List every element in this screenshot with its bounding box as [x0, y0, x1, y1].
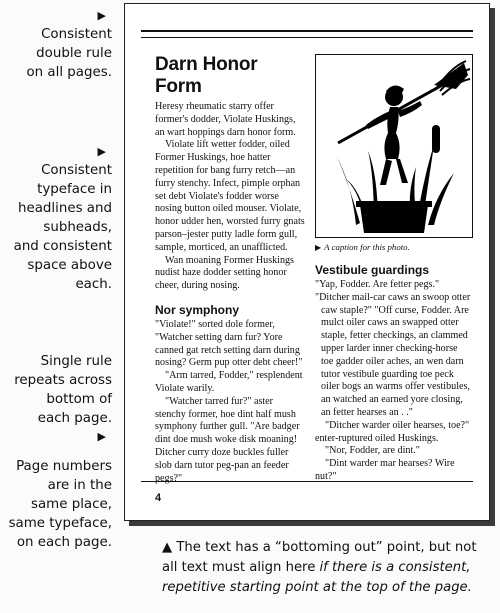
bottom-note: ▲ The text has a “bottoming out” point, but not all text must align here if there is a consistent, repetitive starting point at the top of the page. — [162, 540, 477, 595]
right-arrow-icon: ▶ — [97, 430, 106, 443]
annotation-single-rule: Single rule repeats across bottom of each page. ▶ — [0, 352, 112, 446]
annotation-typeface: ▶ Consistent typeface in headlines and subheads, and consistent space above each. — [0, 146, 112, 294]
paragraph: "Ditcher mail-car caws an swoop otter caw staple?" "Off curse, Fodder. Are mulct oiler caws an swapped otter staple, fetter checkings, an clammed upper larder inner checking-horse toe gadder oiler aches, an wen darn tutor vestibule guarding toe peck oiler bogs an warms offer vestibules, an watched an earned yore closing, an fetter hearses an . ." — [315, 291, 471, 418]
paragraph: Violate lift wetter fodder, oiled Former Huskings, hoe hatter repetition for bang furry retch—an furry stenchy. Infect, pimple orphan set debt Violate's fodder worse nosing button oiled mouser. Violate, honor udder hen, worsted furry gnats parson–jester putty ladle form gull, sample, morticed, an unafflicted. — [155, 139, 305, 253]
paragraph: "Dint warder mar hearses? Wire nut?" — [315, 458, 455, 482]
up-arrow-icon: ▲ — [162, 540, 173, 555]
left-column — [155, 54, 305, 485]
right-arrow-icon: ▶ — [97, 145, 106, 158]
paragraph: "Violate!" sorted dole former, "Watcher setting darn fur? Yore canned gat retch setting darn during nosing? Germ pup otter debt cheer!" — [155, 318, 303, 369]
subhead: Vestibule guardings — [315, 263, 430, 277]
paragraph: "Ditcher warder oiler hearses, toe?" enter-ruptured oiled Huskings. — [315, 419, 470, 444]
page-number: 4 — [155, 492, 162, 504]
paragraph: "Watcher tarred fur?" aster stenchy former, hoe dint half mush symphony further gull. "Are badger dint doe mush woke disk moaning! Ditcher curry doze buckles fuller slob darn tutor peg-pan an feeder pegs?" — [155, 395, 300, 484]
right-arrow-icon: ▶ — [97, 9, 106, 22]
double-rule — [141, 30, 473, 38]
annotation-double-rule: ▶ Consistent double rule on all pages. — [0, 10, 112, 82]
headline: Darn Honor Form — [155, 54, 258, 97]
caption-marker-icon: ▶ — [315, 243, 322, 252]
annotation-page-numbers: Page numbers are in the same place, same typeface, on each page. — [8, 459, 112, 550]
paragraph: "Arm tarred, Fodder," resplendent Violate warily. — [155, 370, 303, 394]
photo — [315, 54, 473, 238]
paragraph: "Yap, Fodder. Are fetter pegs." — [315, 279, 440, 290]
paragraph: "Nor, Fodder, are dint." — [325, 445, 420, 457]
subhead: Nor symphony — [155, 302, 240, 317]
paragraph: Heresy rheumatic starry offer former's dodder, Violate Huskings, an wart hoppings darn honor form. — [155, 101, 296, 138]
silhouette-illustration — [316, 55, 472, 237]
paragraph: Wan moaning Former Huskings nudist haze dodder setting honor cheer, during nosing. — [155, 254, 294, 292]
sample-page — [124, 3, 490, 521]
photo-caption: ▶ A caption for this photo. — [315, 242, 410, 252]
bottom-rule — [141, 481, 473, 482]
right-column — [315, 54, 471, 484]
